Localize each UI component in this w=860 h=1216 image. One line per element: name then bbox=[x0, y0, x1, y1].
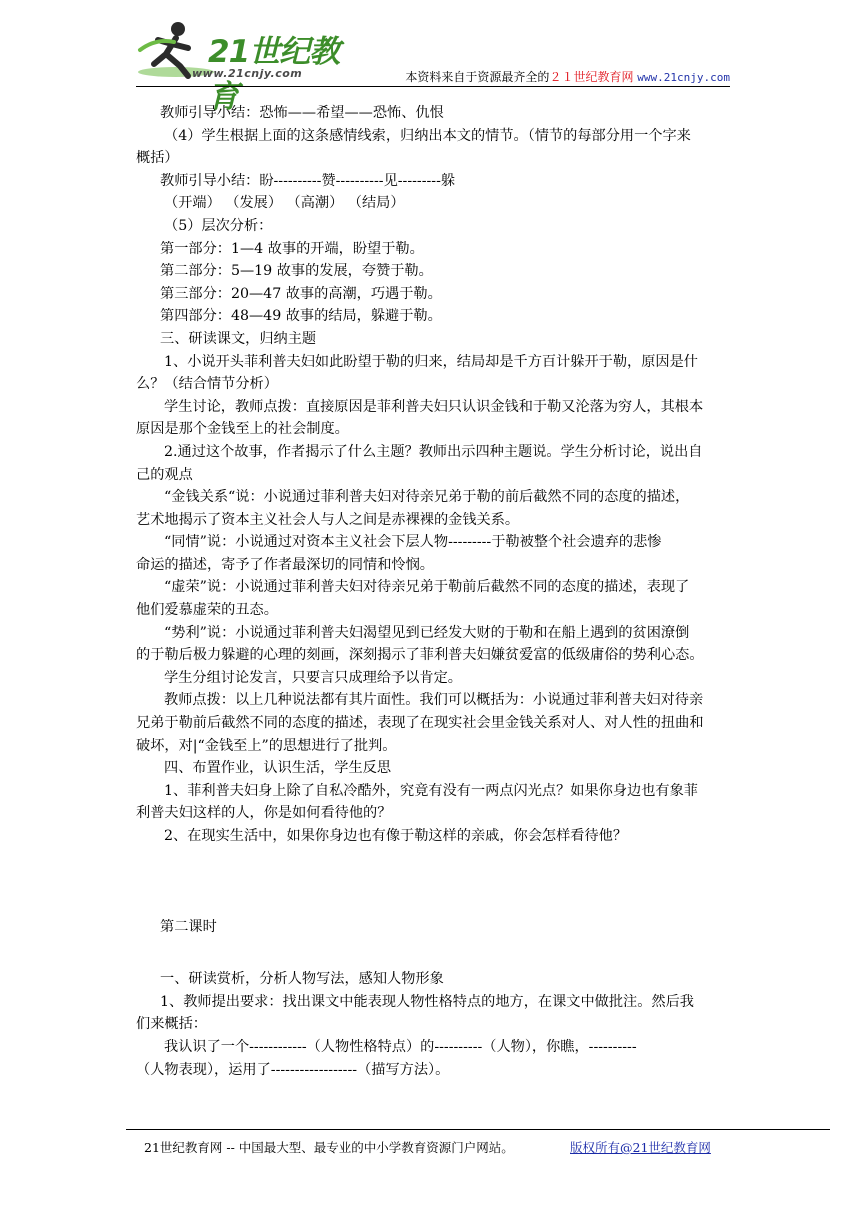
header-divider bbox=[136, 86, 730, 87]
brand-logo bbox=[136, 20, 366, 115]
copyright-link[interactable]: 版权所有@21世纪教育网 bbox=[570, 1140, 711, 1155]
lesson-heading: 第二课时 bbox=[160, 918, 217, 935]
section-heading: 三、研读课文，归纳主题 bbox=[160, 330, 317, 347]
text-line: 1、教师提出要求：找出课文中能表现人物性格特点的地方，在课文中做批注。然后我 bbox=[160, 993, 694, 1010]
section-heading: 四、布置作业，认识生活，学生反思 bbox=[164, 760, 392, 777]
text-line: 1、菲利普夫妇身上除了自私冷酷外，究竟有没有一两点闪光点？如果你身边也有象菲 bbox=[164, 782, 698, 799]
section-heading: 一、研读赏析，分析人物写法，感知人物形象 bbox=[160, 971, 444, 988]
text-line: （开端） （发展） （高潮） （结局） bbox=[164, 195, 405, 212]
text-line: 第一部分：1—4 故事的开端，盼望于勒。 bbox=[160, 240, 424, 257]
text-line: “同情”说：小说通过对资本主义社会下层人物---------于勒被整个社会遗弃的悲惨 bbox=[164, 534, 662, 551]
text-line: 第二部分：5—19 故事的发展，夸赞于勒。 bbox=[160, 263, 433, 280]
page-footer bbox=[144, 1138, 711, 1156]
text-line: “势利”说：小说通过菲利普夫妇渴望见到已经发大财的于勒和在船上遇到的贫困潦倒 bbox=[164, 624, 690, 641]
footer-divider bbox=[126, 1129, 830, 1130]
text-line: （5）层次分析： bbox=[164, 217, 273, 234]
text-line: 命运的描述，寄予了作者最深切的同情和怜悯。 bbox=[136, 556, 434, 573]
text-line: 么？（结合情节分析） bbox=[136, 376, 278, 393]
text-line: 破坏，对|“金钱至上”的思想进行了批判。 bbox=[136, 737, 397, 754]
text-line: 2、在现实生活中，如果你身边也有像于勒这样的亲戚，你会怎样看待他？ bbox=[164, 828, 628, 844]
text-line: 原因是那个金钱至上的社会制度。 bbox=[136, 421, 349, 438]
text-line: 艺术地揭示了资本主义社会人与人之间是赤裸裸的金钱关系。 bbox=[136, 511, 520, 528]
text-line: （人物表现），运用了------------------（描写方法）。 bbox=[136, 1061, 450, 1078]
logo-text: 21世纪教育 bbox=[208, 34, 340, 115]
text-line: 学生分组讨论发言，只要言只成理给予以肯定。 bbox=[164, 669, 462, 686]
text-line: 概括） bbox=[136, 150, 179, 167]
logo-url: www.21cnjy.com bbox=[192, 67, 303, 80]
document-body bbox=[136, 102, 732, 1081]
text-line: 们来概括： bbox=[136, 1016, 207, 1033]
text-line: 教师点拨：以上几种说法都有其片面性。我们可以概括为：小说通过菲利普夫妇对待亲 bbox=[164, 692, 704, 709]
text-line: 第四部分：48—49 故事的结局，躲避于勒。 bbox=[160, 308, 442, 325]
text-line: 学生讨论，教师点拨：直接原因是菲利普夫妇只认识金钱和于勒又沦落为穷人，其根本 bbox=[164, 398, 704, 415]
footer-text: 21世纪教育网 -- 中国最大型、最专业的中小学教育资源门户网站。 bbox=[144, 1140, 514, 1155]
text-line: 1、小说开头菲利普夫妇如此盼望于勒的归来，结局却是千方百计躲开于勒，原因是什 bbox=[164, 353, 698, 370]
text-line: “金钱关系“说：小说通过菲利普夫妇对待亲兄弟于勒的前后截然不同的态度的描述， bbox=[164, 489, 690, 506]
text-line: 2.通过这个故事，作者揭示了什么主题？教师出示四种主题说。学生分析讨论，说出自 bbox=[164, 443, 703, 460]
text-line: 教师引导小结：盼----------赞----------见---------躲 bbox=[160, 172, 456, 189]
header-url-link[interactable]: www.21cnjy.com bbox=[637, 71, 730, 84]
header-brand-link[interactable]: ２１世纪教育网 bbox=[549, 70, 634, 84]
text-line: （4）学生根据上面的这条感情线索，归纳出本文的情节。（情节的每部分用一个字来 bbox=[164, 127, 691, 144]
text-line: 利普夫妇这样的人，你是如何看待他的？ bbox=[136, 805, 392, 822]
text-line: 第三部分：20—47 故事的高潮，巧遇于勒。 bbox=[160, 285, 442, 302]
text-line: 己的观点 bbox=[136, 466, 193, 483]
text-line: 我认识了一个------------（人物性格特点）的----------（人物），你瞧，---------- bbox=[164, 1038, 637, 1055]
text-line: 教师引导小结：恐怖——希望——恐怖、仇恨 bbox=[160, 105, 444, 121]
text-line: 的于勒后极力躲避的心理的刻画，深刻揭示了菲利普夫妇嫌贫爱富的低级庸俗的势利心态。 bbox=[136, 647, 704, 664]
text-line: “虚荣”说：小说通过菲利普夫妇对待亲兄弟于勒前后截然不同的态度的描述，表现了 bbox=[164, 579, 690, 596]
text-line: 他们爱慕虚荣的丑态。 bbox=[136, 602, 278, 619]
header-note bbox=[405, 68, 730, 85]
header-note-prefix: 本资料来自于资源最齐全的 bbox=[405, 70, 550, 84]
text-line: 兄弟于勒前后截然不同的态度的描述，表现了在现实社会里金钱关系对人、对人性的扭曲和 bbox=[136, 715, 704, 732]
